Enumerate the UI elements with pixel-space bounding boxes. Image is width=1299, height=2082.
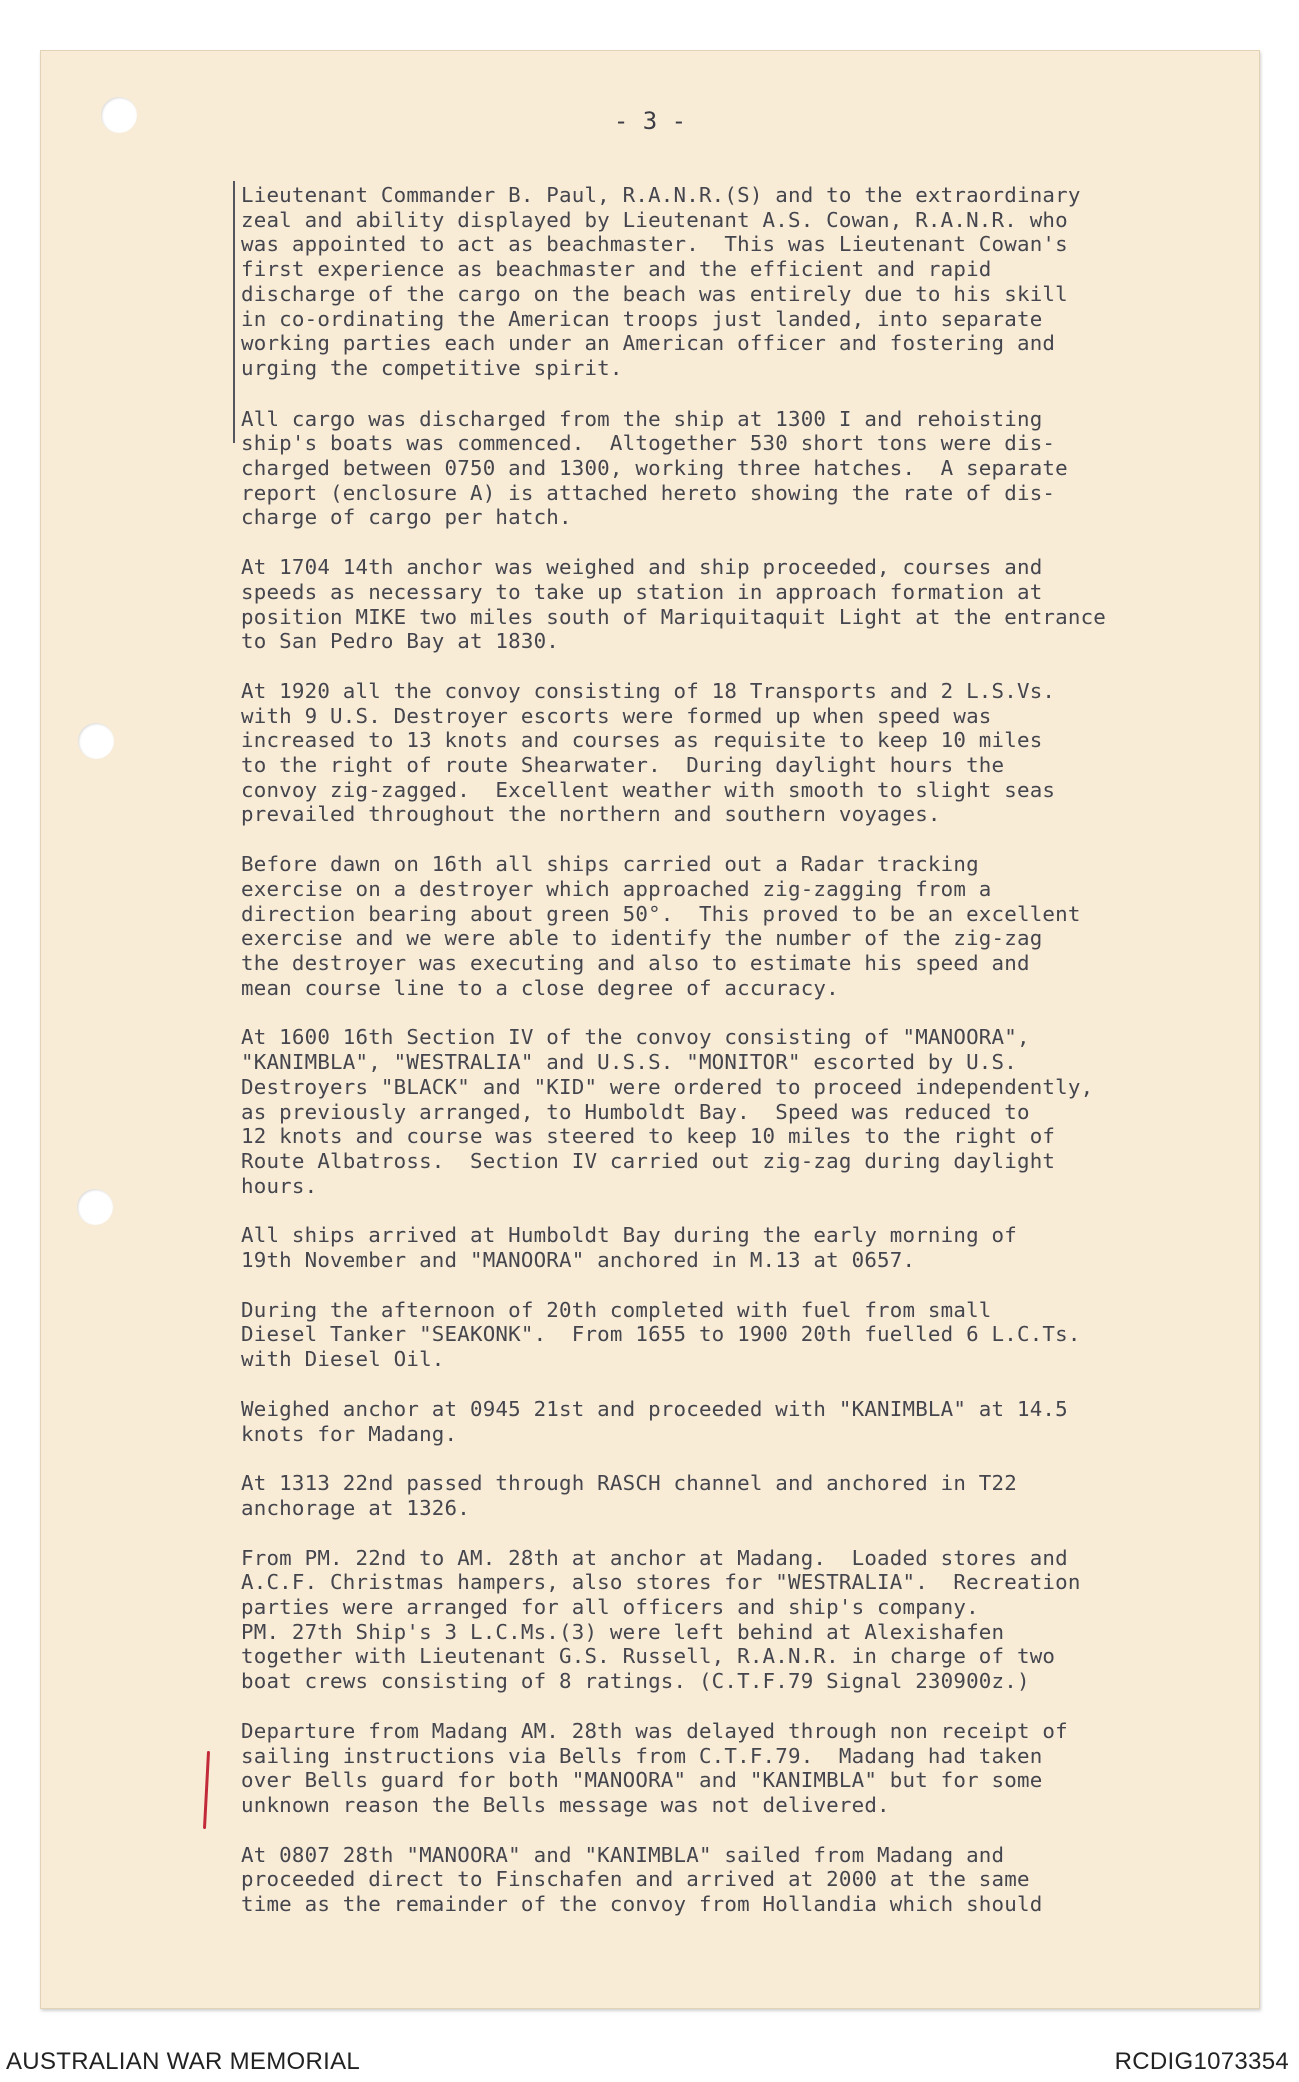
paragraph-convoy-formed: At 1920 all the convoy consisting of 18 Transports and 2 L.S.Vs. with 9 U.S. Destroyer escorts were formed up when speed was increased to 13 knots and courses as requisite to keep 10 miles to the right of route Shearwater. During daylight hours the convoy zig-zagged. Excellent weather with smooth to slight seas prevailed throughout the northern and southern voyages. [241, 678, 1056, 827]
footer-record-id: RCDIG1073354 [1114, 2048, 1289, 2075]
margin-bar [233, 181, 235, 443]
paragraph-fuel: During the afternoon of 20th completed with fuel from small Diesel Tanker "SEAKONK". From 1655 to 1900 20th fuelled 6 L.C.Ts. with Diesel Oil. [241, 1297, 1081, 1372]
paragraph-departure-delay: Departure from Madang AM. 28th was delayed through non receipt of sailing instructions via Bells from C.T.F.79. Madang had taken over Bells guard for both "MANOORA" and "KANIMBLA" but for some unknown reason the Bells message was not delivered. [241, 1718, 1068, 1817]
paragraph-finschafen: At 0807 28th "MANOORA" and "KANIMBLA" sailed from Madang and proceeded direct to Finschafen and arrived at 2000 at the same time as the remainder of the convoy from Hollandia which should [241, 1842, 1043, 1917]
paragraph-rasch-channel: At 1313 22nd passed through RASCH channel and anchored in T22 anchorage at 1326. [241, 1471, 1017, 1520]
document-body [241, 183, 1241, 1942]
paragraph-radar-exercise: Before dawn on 16th all ships carried out a Radar tracking exercise on a destroyer which approached zig-zagging from a direction bearing about green 50°. This proved to be an excellent exercise and we were able to identify the number of the zig-zag the destroyer was executing and also to estimate his speed and mean course line to a close degree of accuracy. [241, 852, 1081, 1000]
paragraph-beachmaster: Lieutenant Commander B. Paul, R.A.N.R.(S) and to the extraordinary zeal and ability displayed by Lieutenant A.S. Cowan, R.A.N.R. who was appointed to act as beachmaster. This was Lieutenant Cowan's first experience as beachmaster and the efficient and rapid discharge of the cargo on the beach was entirely due to his skill in co-ordinating the American troops just landed, into separate working parties each under an American officer and fostering and urging the competitive spirit. [241, 183, 1081, 380]
page-number: - 3 - [613, 107, 687, 135]
red-margin-mark [203, 1751, 210, 1829]
paragraph-section-iv: At 1600 16th Section IV of the convoy consisting of "MANOORA", "KANIMBLA", "WESTRALIA" and U.S.S. "MONITOR" escorted by U.S. Destroyers "BLACK" and "KID" were ordered to proceed independently, as previously arranged, to Humboldt Bay. Speed was reduced to 12 knots and course was steered to keep 10 miles to the right of Route Albatross. Section IV carried out zig-zag during daylight hours. [241, 1025, 1094, 1198]
punch-hole-bottom [77, 1189, 113, 1225]
punch-hole-middle [78, 723, 114, 759]
paragraph-anchor-weighed: At 1704 14th anchor was weighed and ship proceeded, courses and speeds as necessary to take up station in approach formation at position MIKE two miles south of Mariquitaquit Light at the entrance to San Pedro Bay at 1830. [241, 555, 1107, 654]
footer-archive-name: AUSTRALIAN WAR MEMORIAL [6, 2048, 361, 2075]
paragraph-weighed-anchor: Weighed anchor at 0945 21st and proceeded with "KANIMBLA" at 14.5 knots for Madang. [241, 1396, 1068, 1446]
paragraph-cargo-discharge: All cargo was discharged from the ship at 1300 I and rehoisting ship's boats was commenced. Altogether 530 short tons were dis- charged between 0750 and 1300, working three hatches. A separate report (enclosure A) is attached hereto showing the rate of dis- charge of cargo per hatch. [241, 406, 1068, 530]
document-page [40, 50, 1260, 2009]
paragraph-humboldt-arrival: All ships arrived at Humboldt Bay during the early morning of 19th November and "MANOORA" anchored in M.13 at 0657. [241, 1223, 1017, 1273]
paragraph-madang-anchor: From PM. 22nd to AM. 28th at anchor at Madang. Loaded stores and A.C.F. Christmas hampers, also stores for "WESTRALIA". Recreation parties were arranged for all officers and ship's company. PM. 27th Ship's 3 L.C.Ms.(3) were left behind at Alexishafen together with Lieutenant G.S. Russell, R.A.N.R. in charge of two boat crews consisting of 8 ratings. (C.T.F.79 Signal 230900z.) [241, 1545, 1081, 1694]
